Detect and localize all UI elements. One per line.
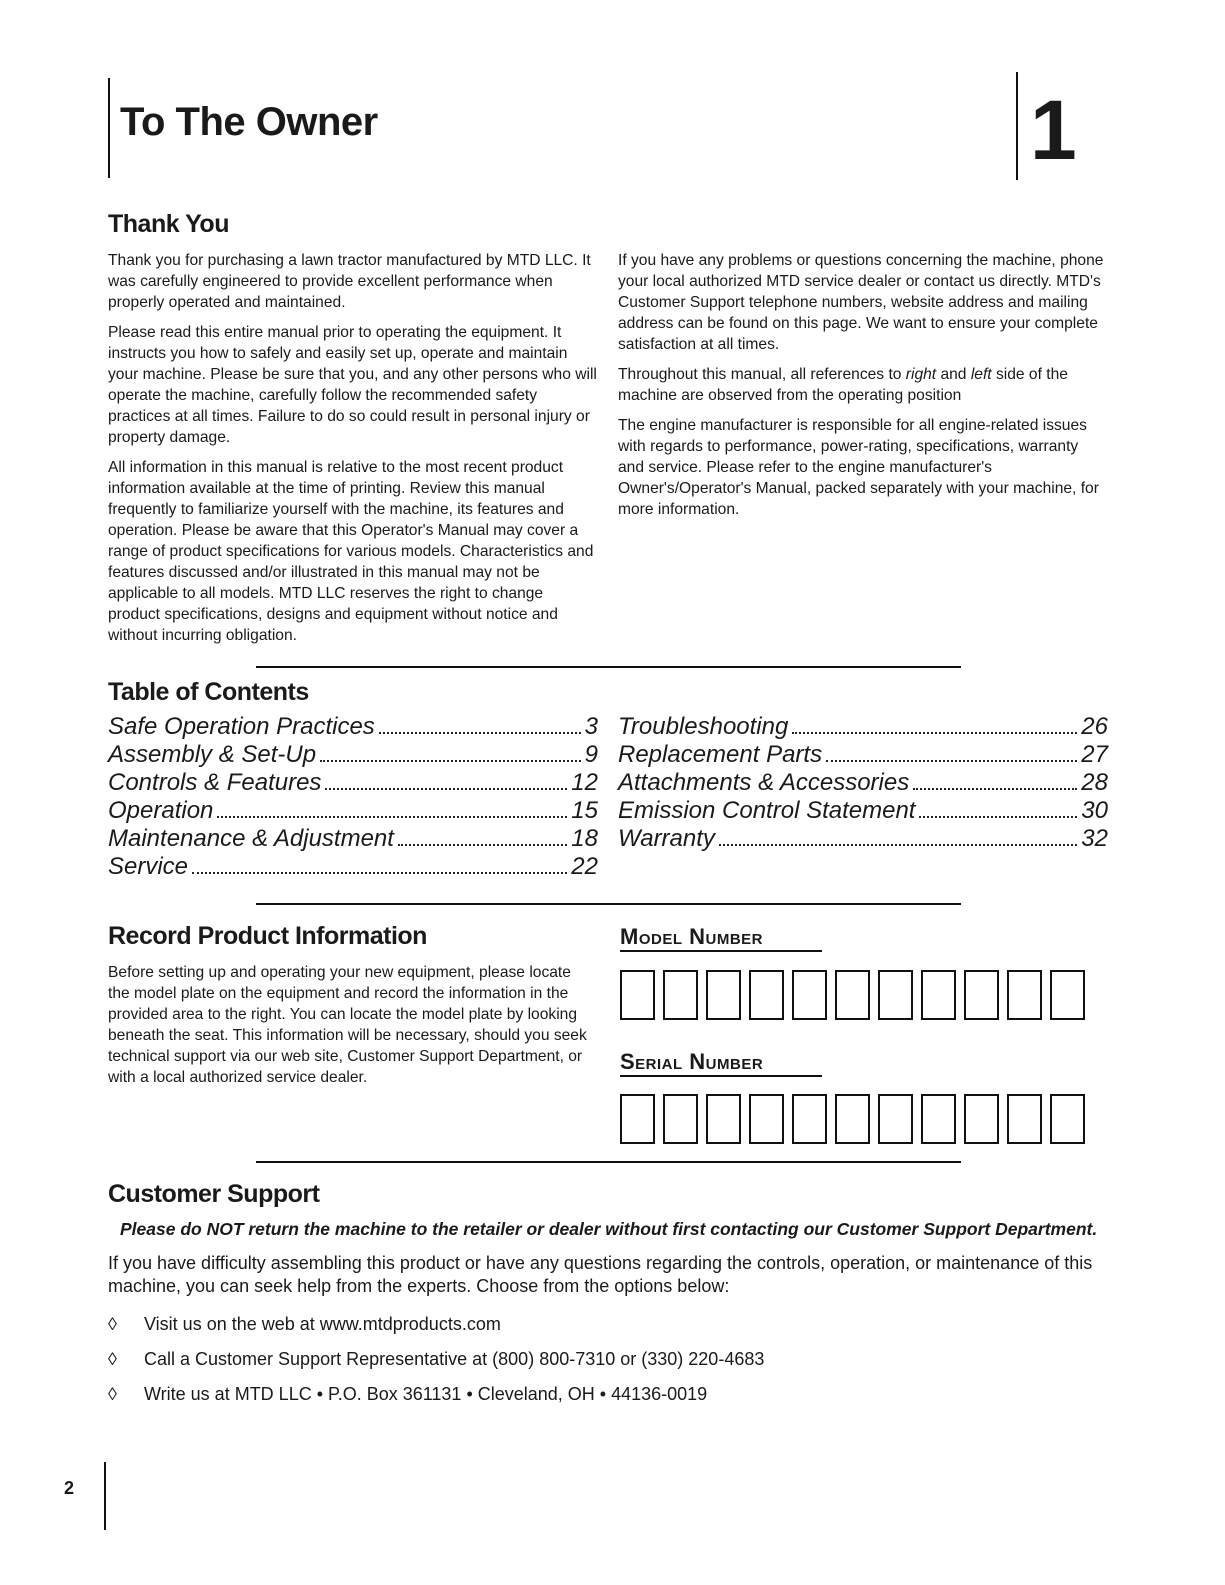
support-intro: If you have difficulty assembling this product or have any questions regarding the controls, operation, or maintenance of this machine, you can seek help from the experts. Choose from the options below:	[108, 1253, 1093, 1296]
thank-you-heading: Thank You	[108, 210, 229, 238]
page-number: 2	[64, 1478, 75, 1498]
model-digit-box[interactable]	[921, 970, 956, 1020]
toc-heading: Table of Contents	[108, 678, 309, 706]
section-divider	[256, 903, 961, 905]
thank-you-paragraph-1: Thank you for purchasing a lawn tractor manufactured by MTD LLC. It was carefully engineered to provide excellent performance when properly operated and maintained.	[108, 252, 591, 311]
thank-you-paragraph-3: All information in this manual is relative to the most recent product information available at the time of printing. Review this manual frequently to familiarize yourself with the machine, its features and operation. Please be aware that this Operator's Manual may cover a range of product specifications for various models. Characteristics and features discussed and/or illustrated in this manual may not be applicable to all models. MTD LLC reserves the right to change product specifications, designs and equipment without notice and without incurring obligation.	[108, 459, 594, 644]
model-digit-box[interactable]	[878, 970, 913, 1020]
serial-number-underline	[620, 1075, 822, 1077]
serial-digit-box[interactable]	[749, 1094, 784, 1144]
model-digit-box[interactable]	[964, 970, 999, 1020]
support-option-web: ◊ Visit us on the web at www.mtdproducts.com	[108, 1314, 501, 1334]
model-number-underline	[620, 950, 822, 952]
header-left-bar	[108, 78, 110, 178]
serial-digit-box[interactable]	[964, 1094, 999, 1144]
serial-digit-box[interactable]	[792, 1094, 827, 1144]
model-digit-box[interactable]	[663, 970, 698, 1020]
serial-digit-box[interactable]	[706, 1094, 741, 1144]
record-text: Before setting up and operating your new equipment, please locate the model plate on the equipment and record the information in the provided area to the right. You can locate the model plate by looking beneath the seat. This information will be necessary, should you seek technical support via our web site, Customer Support Department, or with a local authorized service dealer.	[108, 964, 587, 1086]
toc-left-column	[108, 713, 598, 881]
model-digit-box[interactable]	[706, 970, 741, 1020]
toc-entry[interactable]: Maintenance & Adjustment 18	[108, 825, 598, 852]
diamond-bullet-icon: ◊	[108, 1314, 117, 1334]
record-heading: Record Product Information	[108, 922, 427, 950]
diamond-bullet-icon: ◊	[108, 1384, 117, 1404]
serial-digit-box[interactable]	[620, 1094, 655, 1144]
diamond-bullet-icon: ◊	[108, 1349, 117, 1369]
serial-digit-box[interactable]	[921, 1094, 956, 1144]
thank-you-left-column	[108, 250, 598, 655]
model-digit-box[interactable]	[792, 970, 827, 1020]
thank-you-paragraph-2: Please read this entire manual prior to operating the equipment. It instructs you how to safely and easily set up, operate and maintain your machine. Please be sure that you, and any other persons who will operate the machine, carefully follow the recommended safety practices at all times. Failure to do so could result in personal injury or property damage.	[108, 324, 597, 446]
model-digit-box[interactable]	[1007, 970, 1042, 1020]
do-not-return-note: Please do NOT return the machine to the retailer or dealer without first contacting our Customer Support Department.	[120, 1219, 1098, 1239]
toc-entry[interactable]: Assembly & Set-Up 9	[108, 741, 598, 768]
model-digit-box[interactable]	[749, 970, 784, 1020]
serial-digit-box[interactable]	[878, 1094, 913, 1144]
model-digit-box[interactable]	[620, 970, 655, 1020]
customer-support-heading: Customer Support	[108, 1180, 320, 1208]
serial-number-label: Serial Number	[620, 1049, 764, 1074]
engine-paragraph: The engine manufacturer is responsible for all engine-related issues with regards to performance, power-rating, specifications, warranty and service. Please refer to the engine manufacturer's Owner's/Operator's Manual, packed separately with your machine, for more information.	[618, 417, 1099, 518]
section-divider	[256, 666, 961, 668]
toc-entry[interactable]: Warranty 32	[618, 825, 1108, 852]
toc-entry[interactable]: Troubleshooting 26	[618, 713, 1108, 740]
toc-entry[interactable]: Safe Operation Practices 3	[108, 713, 598, 740]
chapter-title: To The Owner	[120, 100, 378, 144]
serial-digit-box[interactable]	[1050, 1094, 1085, 1144]
thank-you-right-column	[618, 250, 1108, 529]
model-digit-box[interactable]	[1050, 970, 1085, 1020]
toc-entry[interactable]: Controls & Features 12	[108, 769, 598, 796]
toc-entry[interactable]: Replacement Parts 27	[618, 741, 1108, 768]
toc-right-column	[618, 713, 1108, 853]
footer-bar	[104, 1462, 106, 1530]
contact-paragraph: If you have any problems or questions concerning the machine, phone your local authorized MTD service dealer or contact us directly. MTD's Customer Support telephone numbers, website address and mailing address can be found on this page. We want to ensure your complete satisfaction at all times.	[618, 252, 1104, 353]
section-divider	[256, 1161, 961, 1163]
support-option-phone: ◊ Call a Customer Support Representative at (800) 800-7310 or (330) 220-4683	[108, 1349, 765, 1369]
toc-entry[interactable]: Operation 15	[108, 797, 598, 824]
orientation-paragraph: Throughout this manual, all references to right and left side of the machine are observed from the operating position	[618, 366, 1068, 404]
header-right-bar	[1016, 72, 1018, 180]
serial-digit-box[interactable]	[663, 1094, 698, 1144]
model-number-boxes[interactable]	[620, 970, 1085, 1020]
toc-entry[interactable]: Attachments & Accessories 28	[618, 769, 1108, 796]
model-digit-box[interactable]	[835, 970, 870, 1020]
serial-number-boxes[interactable]	[620, 1094, 1085, 1144]
serial-digit-box[interactable]	[1007, 1094, 1042, 1144]
model-number-label: Model Number	[620, 924, 763, 949]
serial-digit-box[interactable]	[835, 1094, 870, 1144]
toc-entry[interactable]: Emission Control Statement 30	[618, 797, 1108, 824]
support-option-mail: ◊ Write us at MTD LLC • P.O. Box 361131 • Cleveland, OH • 44136-0019	[108, 1384, 708, 1404]
chapter-number: 1	[1030, 83, 1077, 177]
toc-entry[interactable]: Service 22	[108, 853, 598, 880]
